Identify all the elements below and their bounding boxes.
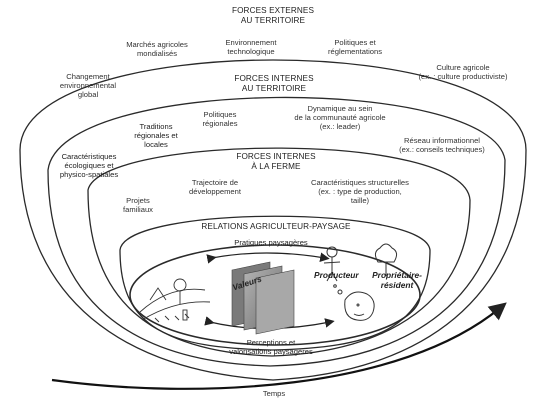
farm-item-family: Projets familiaux xyxy=(123,196,153,214)
farm-forces-title: FORCES INTERNES À LA FERME xyxy=(236,152,316,171)
values-panels xyxy=(232,262,294,334)
external-item-policies: Politiques et réglementations xyxy=(327,38,383,56)
farm-item-trajectory: Trajectoire de développement xyxy=(189,178,241,196)
relation-title: RELATIONS AGRICULTEUR-PAYSAGE xyxy=(201,222,351,231)
territory-item-characteristics: Caractéristiques écologiques et physico-spatiales xyxy=(59,152,119,179)
external-item-technology: Environnement technologique xyxy=(225,38,277,56)
external-forces-title: FORCES EXTERNES AU TERRITOIRE xyxy=(231,6,315,25)
territory-item-network: Réseau informationnel (ex.: conseils techniques) xyxy=(399,136,485,154)
territory-item-policies: Politiques régionales xyxy=(202,110,238,128)
perceptions-label: Perceptions et valorisations paysagères xyxy=(229,338,313,356)
producer-label: Producteur xyxy=(314,270,359,280)
time-label: Temps xyxy=(262,389,286,398)
practices-arrow xyxy=(212,253,325,258)
external-item-environment: Changement environnemental global xyxy=(59,72,117,99)
external-item-markets: Marchés agricoles mondialisés xyxy=(126,40,188,58)
external-forces-ring xyxy=(20,60,526,380)
values-label: Valeurs xyxy=(231,273,263,293)
owner-resident-label: Propriétaire- résident xyxy=(372,270,422,290)
territory-item-traditions: Traditions régionales et locales xyxy=(134,122,178,149)
practices-label: Pratiques paysagères xyxy=(234,238,308,247)
landscape-sketch-icon xyxy=(140,279,210,322)
farm-item-structure: Caractéristiques structurelles (ex. : type de production, taille) xyxy=(311,178,409,205)
territory-forces-title: FORCES INTERNES AU TERRITOIRE xyxy=(234,74,314,93)
external-item-culture: Culture agricole (ex. : culture productiviste) xyxy=(418,63,508,81)
territory-item-dynamics: Dynamique au sein de la communauté agricole (ex.: leader) xyxy=(294,104,386,131)
